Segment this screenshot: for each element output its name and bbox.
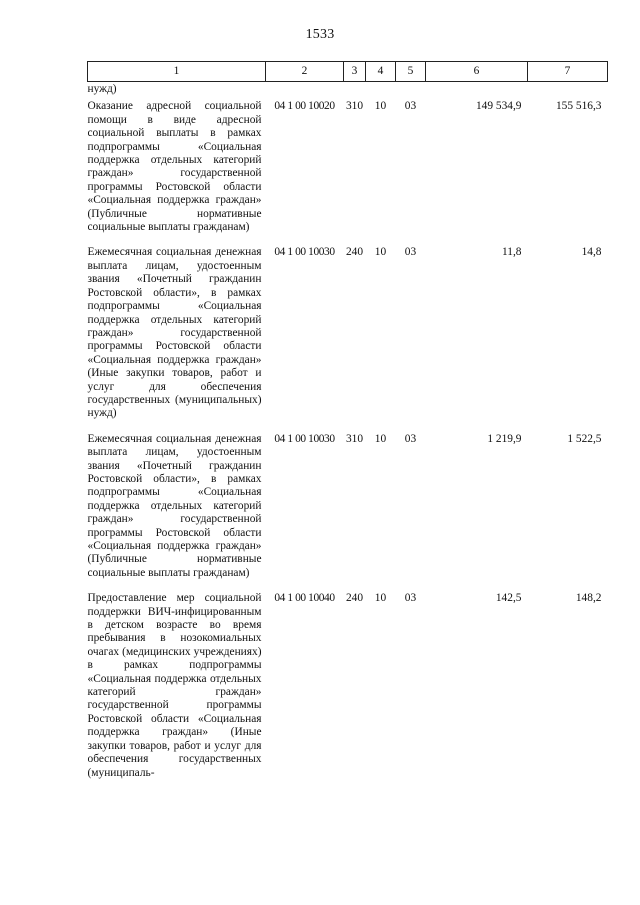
column-header-3: 3 <box>344 62 366 82</box>
row-amount-2: 14,8 <box>581 246 602 259</box>
row-target-code: 04 1 00 10020 <box>274 100 335 113</box>
table-header-row <box>88 62 608 82</box>
continuation-text: нужд) <box>87 83 117 95</box>
page-number: 1533 <box>305 27 335 42</box>
row-expense-type: 310 <box>345 100 364 113</box>
row-amount-1: 11,8 <box>501 246 522 259</box>
row-expense-type: 240 <box>345 246 364 259</box>
row-description: Оказание адресной социальной помощи в виде адресной социальной выплаты в рамках подпрограммы «Социальная поддержка отдельных категорий граждан» государственной программы Ростовской области «Социальная поддержка граждан» (Публичные нормативные социальные выплаты гражданам) <box>87 100 262 234</box>
row-section: 10 <box>374 246 387 259</box>
row-amount-1: 142,5 <box>495 592 522 605</box>
column-header-7: 7 <box>528 62 608 82</box>
row-amount-1: 149 534,9 <box>475 100 522 113</box>
row-expense-type: 240 <box>345 592 364 605</box>
row-subsection: 03 <box>404 246 417 259</box>
table-row <box>88 433 608 592</box>
continuation-row <box>88 82 608 99</box>
row-subsection: 03 <box>404 432 417 445</box>
row-section: 10 <box>374 592 387 605</box>
row-expense-type: 310 <box>345 432 364 445</box>
column-header-5: 5 <box>396 62 426 82</box>
row-description: Ежемесячная социальная денежная выплата лицам, удостоенным звания «Почетный гражданин Ростовской области», в рамках подпрограммы «Социальная поддержка отдельных категорий граждан» государственной программы Ростовской области «Социальная поддержка граждан» (Иные закупки товаров, работ и услуг для обеспечения государственных (муниципальных) нужд) <box>87 246 262 420</box>
table-row <box>88 246 608 432</box>
row-section: 10 <box>374 100 387 113</box>
row-description: Предоставление мер социальной поддержки ВИЧ-инфицированным в детском возрасте во время пребывания в нозокомиальных очагах (медицинских учреждениях) в рамках подпрограммы «Социальная поддержка отдельных категорий граждан» государственной программы Ростовской области «Социальная поддержка граждан» (Иные закупки товаров, работ и услуг для обеспечения государственных (муниципаль- <box>87 592 262 779</box>
row-target-code: 04 1 00 10030 <box>274 432 335 445</box>
column-header-2: 2 <box>266 62 344 82</box>
table-row <box>88 592 608 792</box>
column-header-4: 4 <box>366 62 396 82</box>
row-amount-2: 148,2 <box>575 592 602 605</box>
table-row <box>88 98 608 246</box>
row-target-code: 04 1 00 10030 <box>274 246 335 259</box>
row-description: Ежемесячная социальная денежная выплата лицам, удостоенным звания «Почетный гражданин Ростовской области», в рамках подпрограммы «Социальная поддержка отдельных категорий граждан» государственной программы Ростовской области «Социальная поддержка граждан» (Публичные нормативные социальные выплаты гражданам) <box>87 432 262 579</box>
row-target-code: 04 1 00 10040 <box>274 592 335 605</box>
row-amount-2: 155 516,3 <box>555 100 602 113</box>
column-header-6: 6 <box>426 62 528 82</box>
row-subsection: 03 <box>404 592 417 605</box>
column-header-1: 1 <box>88 62 266 82</box>
row-subsection: 03 <box>404 100 417 113</box>
row-amount-2: 1 522,5 <box>567 432 602 445</box>
row-amount-1: 1 219,9 <box>487 432 522 445</box>
budget-table <box>87 61 608 792</box>
row-section: 10 <box>374 432 387 445</box>
